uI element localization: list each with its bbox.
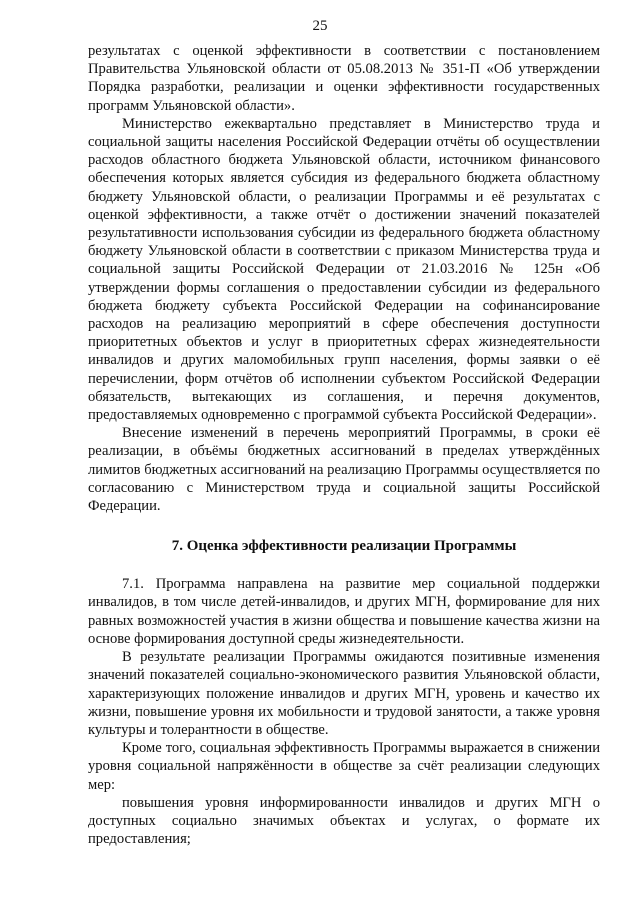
paragraph-amendments: Внесение изменений в перечень мероприятий Программы, в сроки её реализации, в объёмы бюджетных ассигнований в пределах утверждённых лимитов бюджетных ассигнований на реализацию Программы осуществляется по согласованию с Министерством труда и социальной защиты Российской Федерации. [88,425,600,515]
paragraph-reporting: Министерство ежеквартально представляет в Министерство труда и социальной защиты населения Российской Федерации отчёты об осуществлении расходов областного бюджета Ульяновской области, источником финансового обеспечения которых является субсидия из федерального бюджета областному бюджету Ульяновской области, о реализации Программы и её результатах с оценкой эффективности, а также отчёт о достижении значений показателей результативности использования субсидии из федерального бюджета областному бюджету Ульяновской области в соответствии с приказом Министерства труда и социальной защиты Российской Федерации от 21.03.2016 № 125н «Об утверждении формы соглашения о предоставлении субсидии из федерального бюджета бюджету субъекта Российской Федерации на софинансирование расходов на реализацию мероприятий в сфере обеспечения доступности приоритетных объектов и услуг в приоритетных сферах жизнедеятельности инвалидов и других маломобильных групп населения, формы заявки о её перечислении, форм отчётов об исполнении субъектом Российской Федерации обязательств, вытекающих из соглашения, и перечня документов, предоставляемых одновременно с программой субъекта Российской Федерации». [88,115,600,424]
page-number: 25 [312,18,328,34]
section-heading: 7. Оценка эффективности реализации Программы [171,538,517,555]
paragraph-social-effect: Кроме того, социальная эффективность Программы выражается в снижении уровня социальной напряжённости в обществе за счёт реализации следующих мер: [88,740,600,793]
document-body [88,42,600,848]
paragraph-continuation: результатах с оценкой эффективности в соответствии с постановлением Правительства Ульяновской области от 05.08.2013 № 351-П «Об утверждении Порядка разработки, реализации и оценки эффективности государственных программ Ульяновской области». [88,43,600,114]
paragraph-information-measure: повышения уровня информированности инвалидов и других МГН о доступных социально значимых объектах и услугах, о формате их предоставления; [88,794,600,848]
paragraph-expected-results: В результате реализации Программы ожидаются позитивные изменения значений показателей социально-экономического развития Ульяновской области, характеризующих положение инвалидов и других МГН, уровень и качество их жизни, повышение уровня их мобильности и трудовой занятости, а также уровня культуры и толерантности в обществе. [88,649,600,738]
paragraph-7-1: 7.1. Программа направлена на развитие мер социальной поддержки инвалидов, в том числе детей-инвалидов, и других МГН, формирование для них равных возможностей участия в жизни общества и повышение качества жизни на основе формирования доступной среды жизнедеятельности. [88,576,600,647]
